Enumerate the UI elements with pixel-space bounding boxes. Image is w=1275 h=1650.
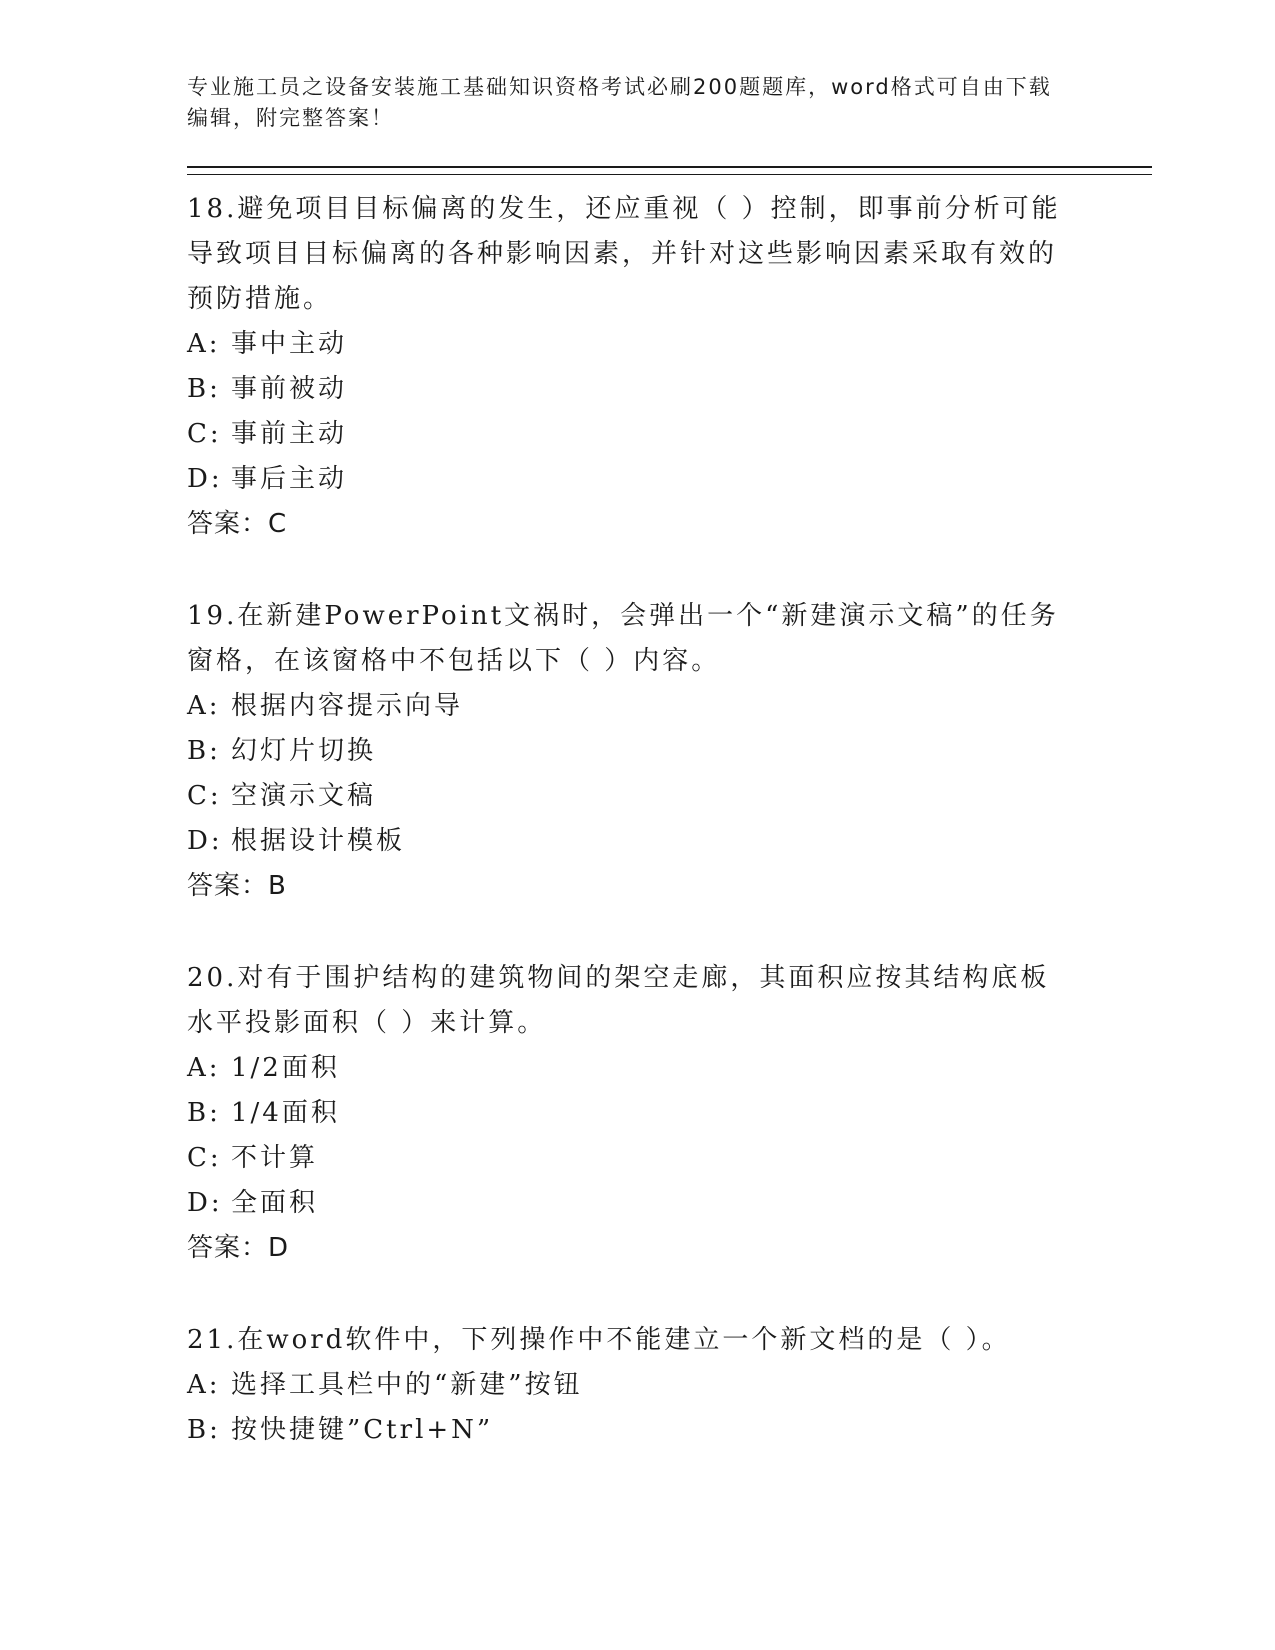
option-a [187, 322, 1152, 367]
option-d [187, 457, 1152, 502]
question-21 [187, 1318, 1152, 1453]
option-text: 事前主动 [231, 419, 348, 449]
document-page [187, 72, 1152, 1453]
option-letter: B: [187, 1415, 221, 1445]
option-text: 事中主动 [231, 329, 348, 359]
question-stem: 20.对有于围护结构的建筑物间的架空走廊，其面积应按其结构底板水平投影面积（ ）来计算。 [187, 963, 1050, 1038]
option-text: 按快捷键”Ctrl+N” [231, 1415, 494, 1445]
option-text: 事前被动 [231, 374, 348, 404]
option-a [187, 1363, 1152, 1408]
option-text: 不计算 [231, 1143, 319, 1173]
option-letter: B: [187, 736, 221, 766]
option-letter: B: [187, 374, 221, 404]
option-text: 选择工具栏中的“新建”按钮 [231, 1370, 583, 1400]
option-text: 1/2面积 [231, 1053, 340, 1083]
header-divider [187, 166, 1152, 175]
option-text: 1/4面积 [231, 1098, 340, 1128]
option-b [187, 1091, 1152, 1136]
option-letter: B: [187, 1098, 221, 1128]
answer-line: 答案：B [187, 871, 287, 901]
option-a [187, 684, 1152, 729]
option-b [187, 367, 1152, 412]
option-c [187, 774, 1152, 819]
option-d [187, 1181, 1152, 1226]
question-stem: 21.在word软件中，下列操作中不能建立一个新文档的是（ ）。 [187, 1325, 1011, 1355]
option-c [187, 412, 1152, 457]
option-letter: D: [187, 826, 223, 856]
option-b [187, 729, 1152, 774]
option-text: 根据内容提示向导 [231, 691, 464, 721]
option-c [187, 1136, 1152, 1181]
option-letter: C: [187, 781, 222, 811]
question-stem: 19.在新建PowerPoint文祸时，会弹出一个“新建演示文稿”的任务窗格，在该窗格中不包括以下（ ）内容。 [187, 601, 1059, 676]
answer-line: 答案：C [187, 509, 288, 539]
option-letter: D: [187, 464, 223, 494]
option-text: 空演示文稿 [231, 781, 377, 811]
option-letter: D: [187, 1188, 223, 1218]
option-letter: A: [187, 1053, 221, 1083]
option-letter: A: [187, 1370, 221, 1400]
option-text: 根据设计模板 [231, 826, 406, 856]
document-header: 专业施工员之设备安装施工基础知识资格考试必刷200题题库，word格式可自由下载编辑，附完整答案！ [187, 75, 1052, 130]
question-18 [187, 187, 1152, 547]
option-letter: C: [187, 419, 222, 449]
option-letter: A: [187, 691, 221, 721]
question-20 [187, 956, 1152, 1271]
option-text: 幻灯片切换 [231, 736, 377, 766]
option-d [187, 819, 1152, 864]
option-text: 全面积 [231, 1188, 319, 1218]
option-b [187, 1408, 1152, 1453]
question-19 [187, 594, 1152, 909]
question-stem: 18.避免项目目标偏离的发生，还应重视（ ）控制，即事前分析可能导致项目目标偏离的各种影响因素，并针对这些影响因素采取有效的预防措施。 [187, 194, 1061, 314]
option-letter: A: [187, 329, 221, 359]
option-text: 事后主动 [231, 464, 348, 494]
option-letter: C: [187, 1143, 222, 1173]
answer-line: 答案：D [187, 1233, 290, 1263]
option-a [187, 1046, 1152, 1091]
